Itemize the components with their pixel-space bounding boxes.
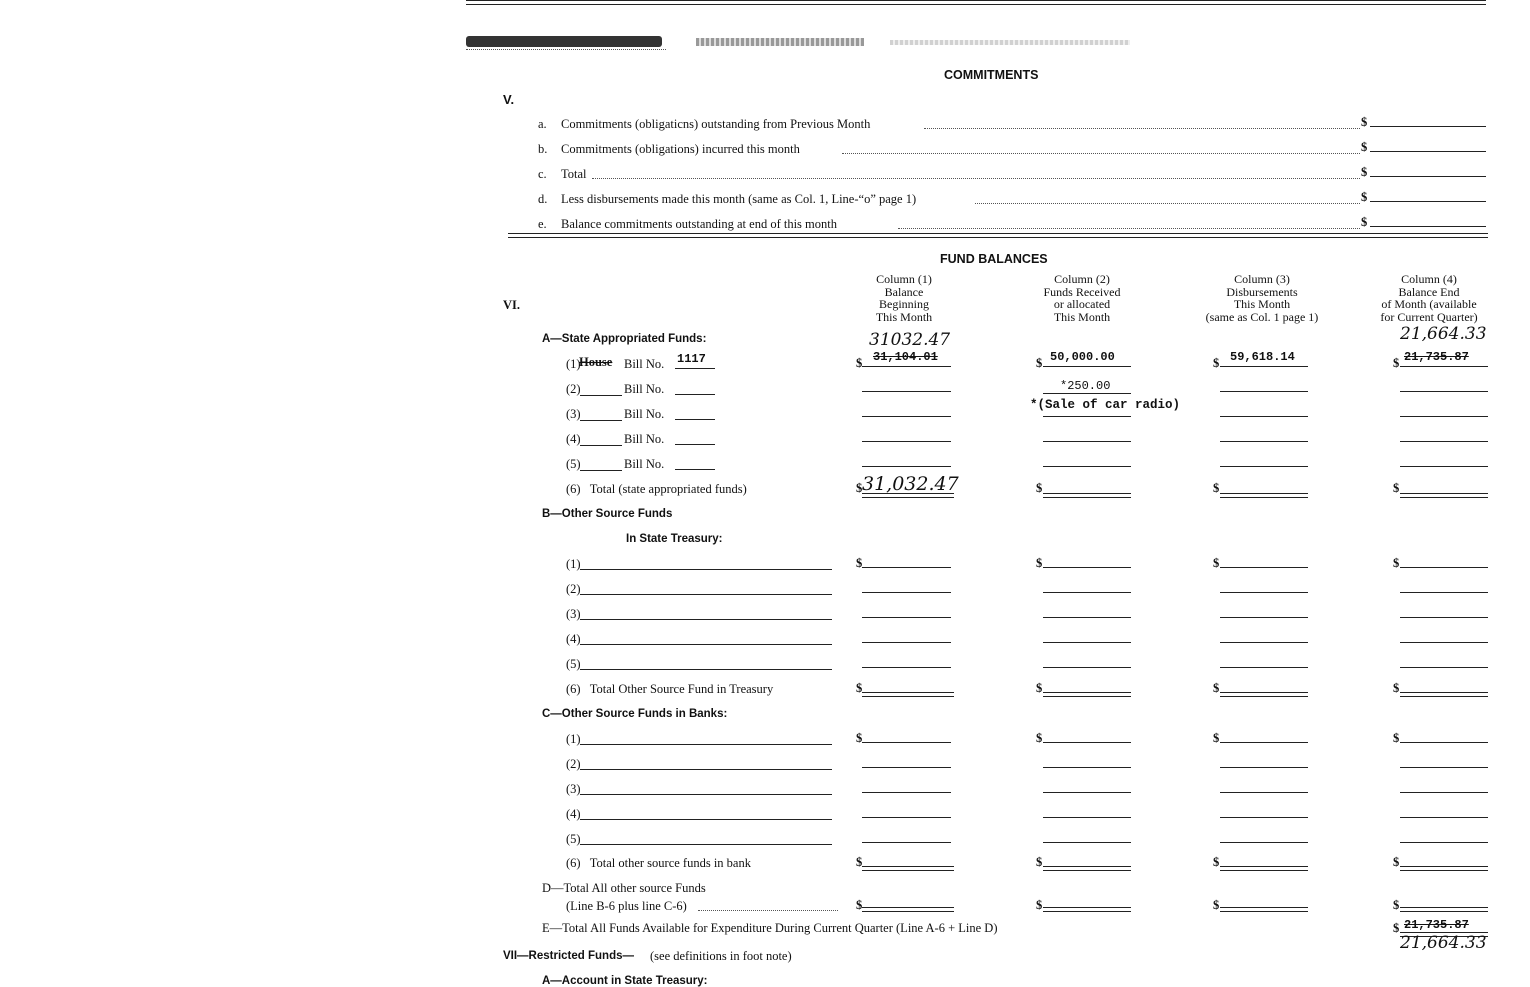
a1-col4-line (1400, 366, 1488, 367)
dollar-sign: $ (1361, 190, 1368, 204)
amount-line (1370, 226, 1486, 227)
dollar-sign: $ (1361, 115, 1368, 129)
handwritten-col4-balance: 21,664.33 (1400, 324, 1487, 344)
b-total-col2-line (1043, 692, 1131, 697)
col-header-line: Beginning (879, 297, 929, 311)
leader-dots (698, 910, 838, 911)
row-letter: e. (538, 217, 547, 231)
header-underline (466, 49, 666, 50)
bill-number-line (675, 444, 715, 445)
section-d-sublabel: (Line B-6 plus line C-6) (566, 899, 687, 913)
row-letter: a. (538, 117, 547, 131)
b-row-number: (1) (566, 557, 581, 571)
section-c-label: C—Other Source Funds in Banks: (542, 708, 728, 720)
c-row-number: (5) (566, 832, 581, 846)
column-2-header (1017, 273, 1147, 323)
dollar-sign: $ (1393, 356, 1400, 370)
col-header-line: Disbursements (1226, 284, 1298, 299)
leader-dots (898, 228, 1360, 229)
b-row-line (580, 569, 832, 570)
d-col1-line (862, 907, 954, 912)
row-text: Balance commitments outstanding at end of this month (561, 217, 837, 231)
a3-col2-note: *(Sale of car radio) (1030, 398, 1181, 412)
dollar-sign: $ (1213, 481, 1220, 495)
col-header-line: This Month (1233, 297, 1291, 311)
fund-balances-title: FUND BALANCES (940, 252, 1048, 266)
a1-col1-struck-value: 31,104.01 (873, 350, 938, 364)
col-header-line: Balance End (1398, 284, 1460, 299)
b-row-line (580, 619, 832, 620)
b-row-number: (2) (566, 582, 581, 596)
b-total-col3-line (1220, 692, 1308, 697)
c-total-label: (6) Total other source funds in bank (566, 856, 751, 870)
bill-number-line (675, 469, 715, 470)
section-b-sublabel: In State Treasury: (626, 533, 723, 545)
dollar-sign: $ (1213, 855, 1220, 869)
column-3-header (1186, 273, 1338, 323)
dollar-sign: $ (856, 681, 863, 695)
a-total-col1: 31,032.47 (862, 473, 959, 495)
dollar-sign: $ (1213, 731, 1220, 745)
bill-row-number: (2) (566, 382, 581, 396)
dollar-sign: $ (1036, 556, 1043, 570)
c-row-number: (1) (566, 732, 581, 746)
b-row-number: (4) (566, 632, 581, 646)
bill-row-number: (5) (566, 457, 581, 471)
dollar-sign: $ (1393, 681, 1400, 695)
c-total-col2-line (1043, 866, 1131, 871)
b-total-col4-line (1400, 692, 1488, 697)
bill-label: Bill No. (624, 357, 665, 371)
dollar-sign: $ (1393, 556, 1400, 570)
c-row-line (580, 819, 832, 820)
col-header-line: or allocated (1053, 297, 1111, 311)
row-letter: d. (538, 192, 548, 206)
leader-dots (592, 178, 1360, 179)
b-row-line (580, 594, 832, 595)
a2-col2-value: *250.00 (1060, 379, 1111, 393)
d-col3-line (1220, 907, 1308, 912)
dollar-sign: $ (1036, 898, 1043, 912)
column-4-header (1364, 273, 1494, 323)
col-header-line: for Current Quarter) (1380, 309, 1478, 324)
c-row-number: (4) (566, 807, 581, 821)
redacted-header-middle (696, 38, 864, 46)
b-total-col1-line (862, 692, 954, 697)
c-row-number: (3) (566, 782, 581, 796)
dollar-sign: $ (1036, 855, 1043, 869)
top-rule (466, 0, 1486, 5)
commitments-title: COMMITMENTS (944, 68, 1039, 82)
bill-number-line (675, 368, 715, 369)
bill-row-number: (1) (566, 357, 581, 371)
section-e-label: E—Total All Funds Available for Expenditure During Current Quarter (Line A-6 + Line D) (542, 921, 998, 935)
leader-dots (975, 203, 1360, 204)
a-total-col4-line (1400, 493, 1488, 498)
handwritten-col1-balance: 31032.47 (869, 330, 951, 350)
c-row-line (580, 769, 832, 770)
bill-label: Bill No. (624, 432, 665, 446)
b-row-number: (3) (566, 607, 581, 621)
bill-label: Bill No. (624, 382, 665, 396)
a-total-col3-line (1220, 493, 1308, 498)
c-total-col3-line (1220, 866, 1308, 871)
dollar-sign: $ (856, 898, 863, 912)
c-total-col1-line (862, 866, 954, 871)
row-text: Commitments (obligations) incurred this month (561, 142, 800, 156)
c-row-line (580, 794, 832, 795)
e-handwritten-value: 21,664.33 (1400, 933, 1487, 953)
dollar-sign: $ (856, 556, 863, 570)
section-vii-sub: A—Account in State Treasury: (542, 975, 708, 987)
dollar-sign: $ (1036, 681, 1043, 695)
a1-col2-value: 50,000.00 (1050, 350, 1115, 364)
bill-number: 1117 (677, 352, 706, 366)
c-row-line (580, 744, 832, 745)
row-text: Less disbursements made this month (same as Col. 1, Line-“o” page 1) (561, 192, 917, 206)
a-total-col2-line (1043, 493, 1131, 498)
col-header-line: Column (1) (876, 272, 932, 286)
dollar-sign: $ (1036, 731, 1043, 745)
dollar-sign: $ (1393, 855, 1400, 869)
redacted-header-right (890, 40, 1130, 45)
commitments-double-rule (508, 233, 1488, 238)
col-header-line: (same as Col. 1 page 1) (1205, 309, 1319, 324)
a1-col4-struck-value: 21,735.87 (1404, 350, 1469, 364)
bill-chamber-line (580, 470, 622, 471)
amount-line (1370, 176, 1486, 177)
bill-label: Bill No. (624, 457, 665, 471)
a1-col1-line (862, 366, 951, 367)
d-col2-line (1043, 907, 1131, 912)
row-letter: c. (538, 167, 547, 181)
col-header-line: Funds Received (1043, 284, 1121, 299)
a1-col2-line (1043, 366, 1131, 367)
b-row-number: (5) (566, 657, 581, 671)
col-header-line: of Month (available (1381, 297, 1477, 311)
col-header-line: This Month (1053, 309, 1111, 324)
section-vi-label: VI. (503, 298, 521, 312)
col-header-line: Column (4) (1401, 272, 1457, 286)
dollar-sign: $ (856, 731, 863, 745)
bill-number-line (675, 419, 715, 420)
bill-number-line (675, 394, 715, 395)
bill-chamber: House (579, 355, 613, 369)
row-text: Total (561, 167, 587, 181)
dollar-sign: $ (1213, 681, 1220, 695)
col-header-line: This Month (875, 309, 933, 324)
leader-dots (842, 153, 1360, 154)
c-row-line (580, 844, 832, 845)
section-d-label: D—Total All other source Funds (542, 881, 706, 895)
dollar-sign: $ (1393, 898, 1400, 912)
amount-line (1370, 126, 1486, 127)
d-col4-line (1400, 907, 1488, 912)
dollar-sign: $ (1393, 921, 1400, 935)
dollar-sign: $ (1361, 165, 1368, 179)
row-text: Commitments (obligaticns) outstanding from Previous Month (561, 117, 871, 131)
a-total-label: (6) Total (state appropriated funds) (566, 482, 747, 496)
e-struck-value: 21,735.87 (1404, 918, 1469, 932)
section-a-label: A—State Appropriated Funds: (542, 333, 707, 345)
b-row-line (580, 669, 832, 670)
a-total-col1-line (862, 493, 954, 498)
dollar-sign: $ (1361, 215, 1368, 229)
leader-dots (924, 128, 1360, 129)
col-header-line: Column (2) (1054, 272, 1110, 286)
dollar-sign: $ (856, 855, 863, 869)
column-1-header (844, 273, 964, 323)
dollar-sign: $ (1213, 556, 1220, 570)
section-vii-label: VII—Restricted Funds— (503, 950, 634, 962)
dollar-sign: $ (1361, 140, 1368, 154)
section-v-label: V. (503, 92, 515, 107)
a1-col3-line (1220, 366, 1308, 367)
dollar-sign: $ (1036, 356, 1043, 370)
dollar-sign: $ (1213, 356, 1220, 370)
c-total-col4-line (1400, 866, 1488, 871)
col-header-line: Column (3) (1234, 272, 1290, 286)
amount-line (1370, 201, 1486, 202)
bill-row-number: (4) (566, 432, 581, 446)
bill-chamber-line (580, 395, 622, 396)
redacted-header-left (466, 36, 662, 47)
bill-label: Bill No. (624, 407, 665, 421)
b-row-line (580, 644, 832, 645)
section-vii-text: (see definitions in foot note) (650, 949, 792, 963)
c-row-number: (2) (566, 757, 581, 771)
col-header-line: Balance (884, 284, 924, 299)
bill-chamber-line (580, 445, 622, 446)
amount-line (1370, 151, 1486, 152)
a1-col3-value: 59,618.14 (1230, 350, 1295, 364)
dollar-sign: $ (1213, 898, 1220, 912)
dollar-sign: $ (1393, 481, 1400, 495)
bill-row-number: (3) (566, 407, 581, 421)
dollar-sign: $ (856, 481, 863, 495)
dollar-sign: $ (856, 356, 863, 370)
row-letter: b. (538, 142, 548, 156)
b-total-label: (6) Total Other Source Fund in Treasury (566, 682, 774, 696)
section-b-label: B—Other Source Funds (542, 508, 673, 520)
dollar-sign: $ (1036, 481, 1043, 495)
dollar-sign: $ (1393, 731, 1400, 745)
bill-chamber-line (580, 420, 622, 421)
